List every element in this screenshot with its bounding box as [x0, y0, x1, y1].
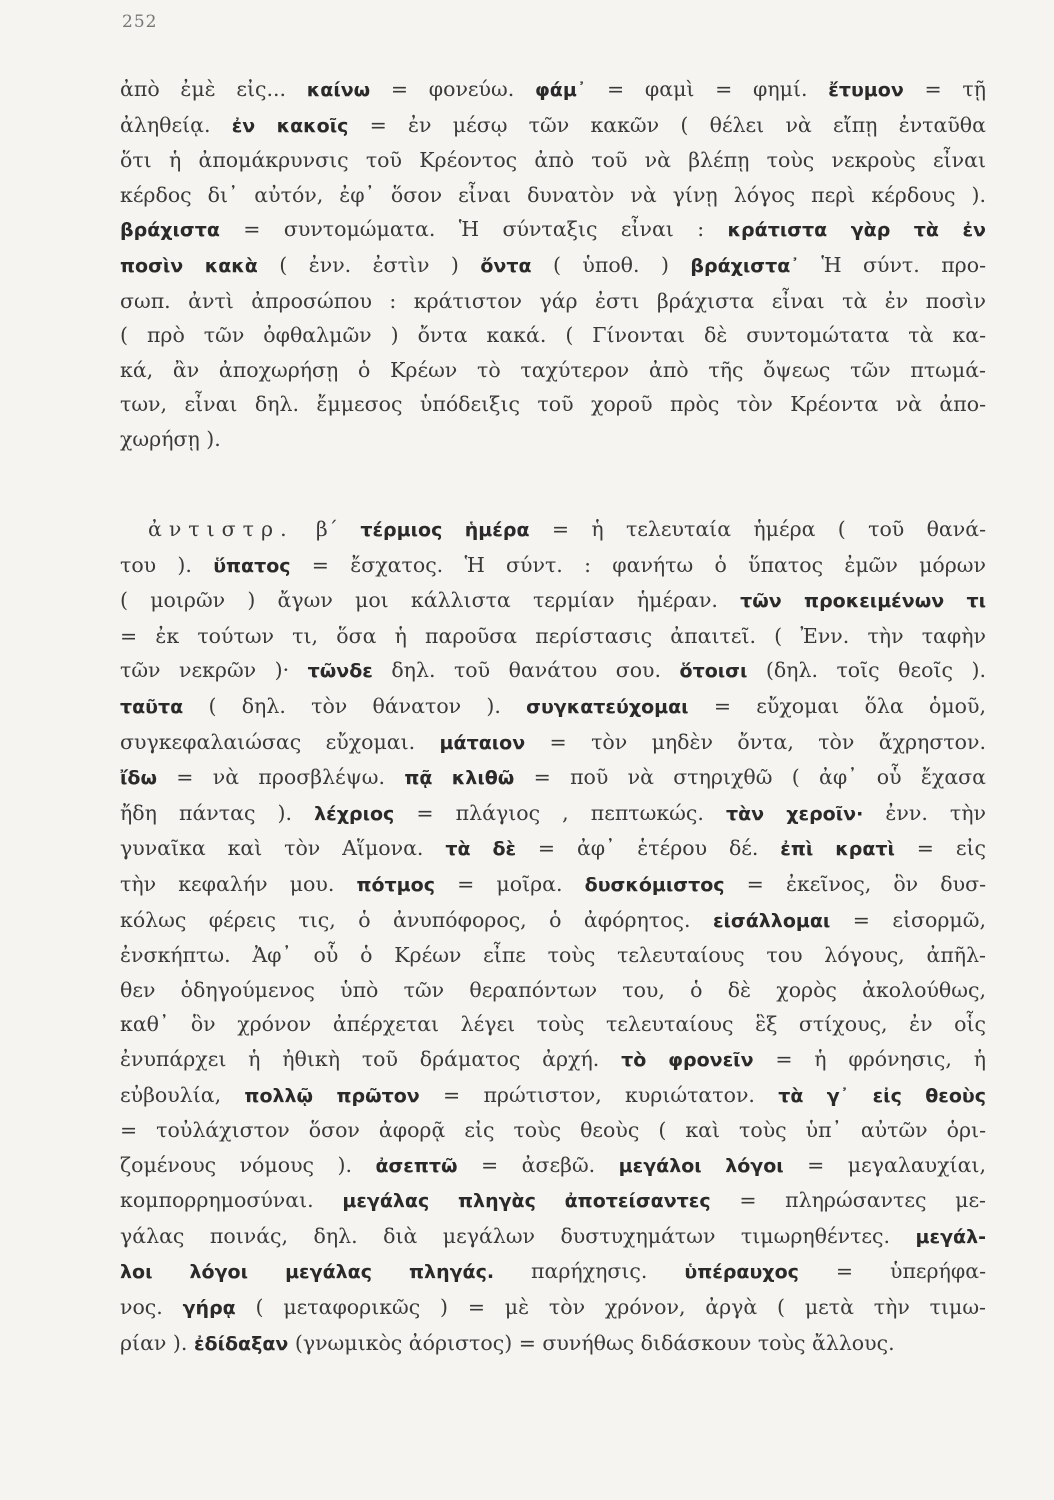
- text-line: [120, 143, 986, 178]
- gloss-text: σωπ. ἀντὶ ἀπροσώπου : κράτιστον γάρ ἐστι βράχιστα εἶναι τὰ ἐν ποσὶν: [120, 288, 986, 313]
- section-marker: ἀντιστρ.: [148, 517, 294, 541]
- gloss-text: ἀπὸ ἐμὲ εἰς...: [120, 77, 307, 101]
- gloss-text: = τοὐλάχιστον ὅσον ἀφορᾷ εἰς τοὺς θεοὺς ( καὶ τοὺς ὑπ᾽ αὐτῶν ὁρι-: [120, 1118, 986, 1143]
- gloss-text: = συντομώματα. Ἡ σύνταξις εἶναι :: [219, 217, 728, 242]
- gloss-text: = ὑπερήφα-: [798, 1259, 986, 1284]
- lemma-term: ὄντα: [480, 254, 532, 277]
- gloss-text: κέρδος δι᾽ αὐτόν, ἐφ᾽ ὅσον εἶναι δυνατὸν νὰ γίνῃ λόγος περὶ κέρδους ).: [120, 182, 986, 207]
- text-line: [120, 583, 986, 619]
- text-line: [120, 108, 986, 144]
- text-line: [120, 973, 986, 1008]
- lemma-term: βράχιστα: [120, 219, 220, 242]
- gloss-text: = ἐκεῖνος, ὃν δυσ-: [724, 871, 986, 896]
- lemma-term: τὸ φρονεῖν: [621, 1048, 754, 1071]
- gloss-text: = εἰσορμῶ,: [830, 907, 986, 932]
- gloss-text: = φονεύω.: [370, 77, 535, 101]
- gloss-text: γυναῖκα καὶ τὸν Αἵμονα.: [120, 836, 446, 861]
- gloss-text: τῶν νεκρῶν )·: [120, 658, 308, 683]
- gloss-text: = εἰς: [894, 836, 986, 861]
- gloss-text: = νὰ προσβλέψω.: [156, 765, 405, 790]
- text-line: [120, 284, 986, 319]
- gloss-text: = ἡ φρόνησις, ἡ: [753, 1046, 987, 1071]
- text-line: [120, 1042, 986, 1078]
- text-line: [120, 938, 986, 973]
- text-line: [120, 548, 986, 584]
- text-line: [120, 422, 986, 457]
- lemma-term: κράτιστα γὰρ τὰ ἐν: [727, 219, 986, 242]
- gloss-text: ( πρὸ τῶν ὀφθαλμῶν ) ὄντα κακά. ( Γίνονται δὲ συντομώτατα τὰ κα-: [120, 323, 986, 348]
- lemma-term: πότμος: [356, 873, 435, 896]
- text-line: [120, 1326, 986, 1362]
- lemma-term: ἐδίδαξαν: [193, 1332, 289, 1355]
- text-line: [120, 653, 986, 689]
- gloss-text: = εὔχομαι ὅλα ὁμοῦ,: [688, 693, 986, 718]
- gloss-text: κόλως φέρεις τις, ὁ ἀνυπόφορος, ὁ ἀφόρητος.: [120, 907, 713, 932]
- gloss-text: = πληρώσαντες με-: [710, 1188, 986, 1213]
- lemma-term: ὅτοισι: [679, 660, 748, 683]
- lemma-term: συγκατεύχομαι: [526, 695, 689, 718]
- lemma-term: ἀσεπτῶ: [375, 1154, 458, 1177]
- gloss-text: θεν ὁδηγούμενος ὑπὸ τῶν θεραπόντων του, ὁ δὲ χορὸς ἀκολούθως,: [120, 977, 986, 1002]
- lemma-term: τέρμιος ἡμέρα: [360, 519, 530, 541]
- gloss-text: ζομένους νόμους ).: [120, 1152, 376, 1177]
- text-line: [120, 725, 986, 761]
- lemma-term: τῶνδε: [307, 660, 373, 683]
- lemma-term: λέχριος: [314, 802, 395, 825]
- gloss-text: κομπορρημοσύναι.: [120, 1188, 343, 1213]
- lemma-term: δυσκόμιστος: [584, 873, 725, 896]
- page-number: 252: [122, 12, 158, 32]
- text-line: [120, 387, 986, 422]
- gloss-text: εὐβουλία,: [120, 1082, 245, 1107]
- text-line: [120, 1290, 986, 1326]
- gloss-text: ( μεταφορικῶς ) = μὲ τὸν χρόνον, ἀργὰ ( μετὰ τὴν τιμω-: [235, 1295, 986, 1320]
- gloss-text: β΄: [293, 517, 361, 541]
- gloss-text: νος.: [120, 1295, 183, 1320]
- lemma-term: γήρᾳ: [182, 1297, 236, 1320]
- text-line: [120, 1007, 986, 1042]
- text-line: [120, 1078, 986, 1114]
- text-line: [120, 867, 986, 903]
- text-line: [120, 619, 986, 654]
- text-line: [120, 1219, 986, 1255]
- text-line: [120, 212, 986, 248]
- lemma-term: ἔτυμον: [828, 79, 904, 101]
- gloss-text: ( ἐνν. ἐστὶν ): [257, 252, 481, 277]
- gloss-text: ( ὑποθ. ): [531, 252, 691, 277]
- gloss-text: ρίαν ).: [120, 1330, 194, 1355]
- gloss-text: παρήχησις.: [494, 1259, 685, 1284]
- text-line: [120, 1148, 986, 1184]
- lemma-term: τὰ γ᾽ εἰς θεοὺς: [778, 1084, 986, 1107]
- gloss-text: ὅτι ἡ ἀπομάκρυνσις τοῦ Κρέοντος ἀπὸ τοῦ νὰ βλέπῃ τοὺς νεκροὺς εἶναι: [120, 148, 986, 173]
- gloss-text: = ποῦ νὰ στηριχθῶ ( ἀφ᾽ οὗ ἔχασα: [514, 765, 986, 790]
- lemma-term: μεγάλας πληγὰς ἀποτείσαντες: [342, 1190, 711, 1213]
- gloss-text: = μοῖρα.: [434, 871, 585, 896]
- text-line: [120, 760, 986, 796]
- gloss-text: κά, ἂν ἀποχωρήσῃ ὁ Κρέων τὸ ταχύτερον ἀπὸ τῆς ὄψεως τῶν πτωμά-: [120, 357, 986, 382]
- text-line: [120, 353, 986, 388]
- lemma-term: λοι λόγοι μεγάλας πληγάς.: [120, 1261, 495, 1284]
- gloss-text: συγκεφαλαιώσας εὔχομαι.: [120, 729, 440, 754]
- gloss-text: = ἐν μέσῳ τῶν κακῶν ( θέλει νὰ εἴπῃ ἐνταῦθα: [348, 112, 986, 137]
- gloss-text: ἐνυπάρχει ἡ ἠθικὴ τοῦ δράματος ἀρχή.: [120, 1046, 622, 1071]
- lemma-term: φάμ᾽: [534, 79, 587, 101]
- lemma-term: ταῦτα: [120, 695, 184, 718]
- gloss-text: = ἀφ᾽ ἑτέρου δέ.: [516, 836, 781, 861]
- text-line: [120, 689, 986, 725]
- text-line: [120, 903, 986, 939]
- gloss-text: των, εἶναι δηλ. ἔμμεσος ὑπόδειξις τοῦ χοροῦ πρὸς τὸν Κρέοντα νὰ ἀπο-: [120, 392, 986, 417]
- lemma-term: τῶν προκειμένων τι: [740, 590, 986, 613]
- lemma-term: μάταιον: [439, 731, 526, 754]
- text-line: [120, 831, 986, 867]
- commentary-paragraph-2: [120, 512, 986, 1361]
- gloss-text: = τὸν μηδὲν ὄντα, τὸν ἄχρηστον.: [525, 729, 986, 754]
- gloss-text: ( δηλ. τὸν θάνατον ).: [183, 693, 527, 718]
- gloss-text: γάλας ποινάς, δηλ. διὰ μεγάλων δυστυχημάτων τιμωρηθέντες.: [120, 1223, 916, 1248]
- lemma-term: ἐν κακοῖς: [231, 114, 349, 137]
- gloss-text: τὴν κεφαλήν μου.: [120, 871, 357, 896]
- lemma-term: ὑπέραυχος: [684, 1261, 799, 1284]
- lemma-term: ποσὶν κακὰ: [120, 254, 258, 277]
- text-line: [120, 512, 986, 548]
- text-line: [120, 1183, 986, 1219]
- gloss-text: = φαμὶ = φημί.: [586, 77, 829, 101]
- gloss-text: = ἀσεβῶ.: [457, 1152, 619, 1177]
- gloss-text: χωρήσῃ ).: [120, 426, 221, 451]
- gloss-text: = ἡ τελευταία ἡμέρα ( τοῦ θανά-: [529, 517, 987, 541]
- gloss-text: = πλάγιος , πεπτωκώς.: [394, 800, 726, 825]
- gloss-text: = πρώτιστον, κυριώτατον.: [419, 1082, 779, 1107]
- gloss-text: ἀληθείᾳ.: [120, 112, 232, 137]
- gloss-text: καθ᾽ ὃν χρόνον ἀπέρχεται λέγει τοὺς τελευταίους ἓξ στίχους, ἐν οἷς: [120, 1012, 986, 1037]
- text-line: [120, 178, 986, 213]
- text-line: [120, 1254, 986, 1290]
- gloss-text: ἤδη πάντας ).: [120, 800, 315, 825]
- lemma-term: πολλῷ πρῶτον: [244, 1084, 420, 1107]
- text-line: [120, 796, 986, 832]
- text-line: [120, 318, 986, 353]
- lemma-term: βράχιστα᾽: [690, 254, 800, 277]
- gloss-text: (δηλ. τοῖς θεοῖς ).: [747, 658, 986, 683]
- lemma-term: καίνω: [306, 79, 371, 101]
- lemma-term: ἐπὶ κρατὶ: [780, 838, 895, 861]
- gloss-text: (γνωμικὸς ἀόριστος) = συνήθως διδάσκουν τοὺς ἄλλους.: [288, 1330, 895, 1355]
- lemma-term: ἴδω: [120, 767, 157, 790]
- gloss-text: του ).: [120, 552, 214, 577]
- lemma-term: εἰσάλλομαι: [712, 909, 831, 932]
- gloss-text: = ἔσχατος. Ἡ σύντ. : φανήτω ὁ ὕπατος ἐμῶν μόρων: [290, 552, 986, 577]
- lemma-term: πᾷ κλιθῶ: [404, 767, 515, 790]
- text-line: [120, 72, 986, 108]
- lemma-term: τὰν χεροῖν·: [725, 802, 864, 825]
- lemma-term: μεγάλ-: [915, 1225, 986, 1248]
- gloss-text: ἐνν. τὴν: [863, 800, 986, 825]
- commentary-paragraph-1: [120, 72, 986, 457]
- lemma-term: ὕπατος: [213, 554, 291, 577]
- gloss-text: Ἡ σύντ. προ-: [799, 252, 986, 277]
- gloss-text: ( μοιρῶν ) ἄγων μοι κάλλιστα τερμίαν ἡμέραν.: [120, 588, 741, 613]
- gloss-text: = μεγαλαυχίαι,: [783, 1152, 986, 1177]
- gloss-text: δηλ. τοῦ θανάτου σου.: [372, 658, 680, 683]
- lemma-term: μεγάλοι λόγοι: [618, 1154, 784, 1177]
- gloss-text: = ἐκ τούτων τι, ὅσα ἡ παροῦσα περίστασις ἀπαιτεῖ. ( Ἐνν. τὴν ταφὴν: [120, 623, 986, 648]
- text-line: [120, 1113, 986, 1148]
- gloss-text: = τῇ: [903, 77, 986, 101]
- gloss-text: ἐνσκήπτω. Ἀφ᾽ οὗ ὁ Κρέων εἶπε τοὺς τελευταίους του λόγους, ἀπῆλ-: [120, 943, 986, 968]
- lemma-term: τὰ δὲ: [445, 838, 517, 861]
- text-line: [120, 248, 986, 284]
